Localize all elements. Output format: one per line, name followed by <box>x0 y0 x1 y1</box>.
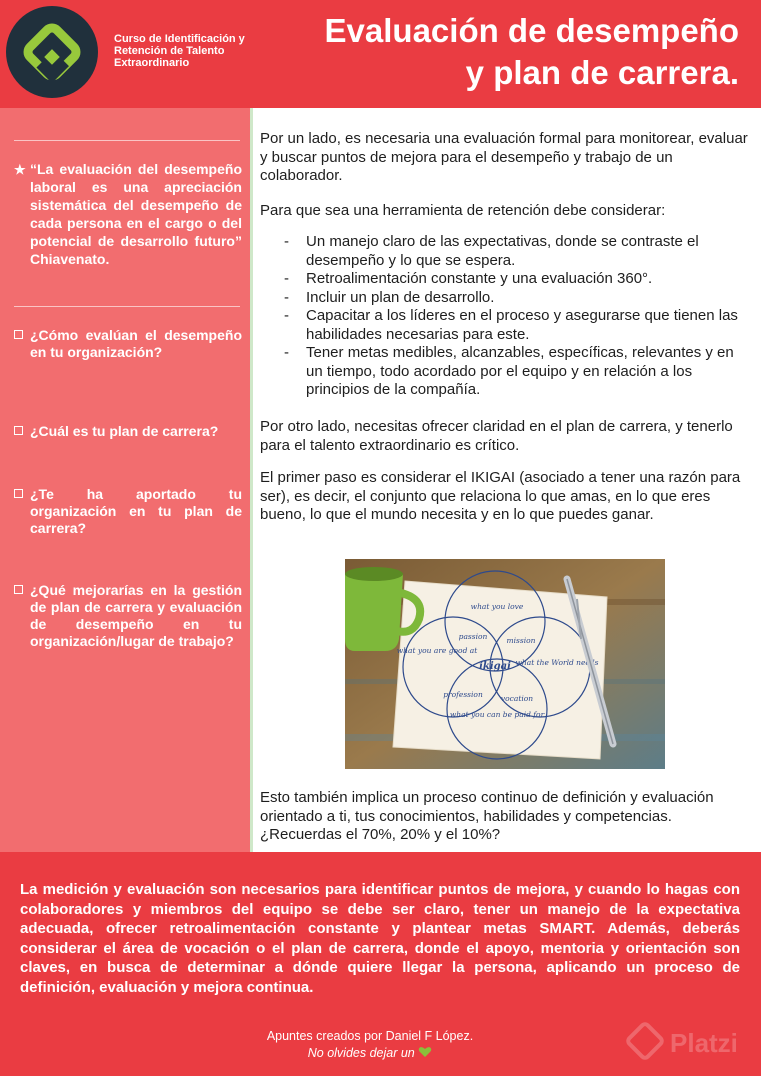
sidebar-quote <box>14 160 242 268</box>
platzi-watermark-text: Platzi <box>670 1028 738 1058</box>
summary-text: La medición y evaluación son necesarios para identificar puntos de mejora, y cuando lo hagas con colaboradores y miembros del equipo se debe ser claro, tener un manejo de la expectativa adecuada, ofrecer retroalimentación constante y plantear metas SMART. Además, deberás considerar el área de vocación o el plan de carrera, donde el apoyo, mentoria y orientación son claves, en busca de determinar a dónde quiere llegar la persona, aplicando un proceso de definición, evaluación y mejora continua. <box>20 881 740 996</box>
ikigai-photo <box>345 559 665 769</box>
credit-author: Apuntes creados por Daniel F López. <box>266 1029 474 1043</box>
list-item <box>260 233 750 270</box>
list-item-text: Un manejo claro de las expectativas, donde se contraste el desempeño y lo que se espera. <box>306 233 699 269</box>
retention-list <box>260 233 750 400</box>
checkbox-bullet-icon <box>14 330 23 339</box>
checkbox-bullet-icon <box>14 585 23 594</box>
ikigai-diagram <box>345 559 665 769</box>
list-item <box>260 270 750 289</box>
title-line-1: Evaluación de desempeño <box>324 12 739 49</box>
ikigai-passion-label: passion <box>458 632 488 641</box>
dash-bullet: - <box>284 288 289 306</box>
paragraph-career <box>260 418 748 455</box>
paragraph-text: El primer paso es considerar el IKIGAI (asociado a tener una razón para ser), es decir, el conjunto que relaciona lo que amas, en lo que eres bueno, lo que el mundo necesita y en lo que puedes ganar. <box>260 469 741 523</box>
paragraph-text: Por otro lado, necesitas ofrecer claridad en el plan de carrera, y tenerlo para el talento extraordinario es crítico. <box>260 418 733 454</box>
dash-bullet: - <box>284 270 289 287</box>
question-item <box>14 327 242 361</box>
credit-line-2 <box>0 1045 740 1062</box>
question-item <box>14 582 242 650</box>
ikigai-vocation-label: vocation <box>500 694 534 703</box>
question-text: ¿Cuál es tu plan de carrera? <box>30 423 219 439</box>
paragraph-continuous <box>260 789 748 845</box>
list-item-text: Capacitar a los líderes en el proceso y asegurarse que tienen las habilidades necesarias para este. <box>306 307 738 343</box>
ikigai-right-label: what the World needs <box>515 658 599 667</box>
sidebar-divider <box>14 140 240 141</box>
question-item <box>14 423 242 440</box>
list-item <box>260 344 750 400</box>
ikigai-bottom-label: what you can be paid for <box>449 710 545 719</box>
dash-bullet: - <box>284 344 289 361</box>
paragraph-text: Por un lado, es necesaria una evaluación formal para monitorear, evaluar y buscar puntos de mejora para el desempeño y trabajo de un colaborador. <box>260 130 748 184</box>
question-text: ¿Cómo evalúan el desempeño en tu organización? <box>30 327 242 360</box>
ikigai-top-label: what you love <box>470 602 524 611</box>
dash-bullet: - <box>284 307 289 324</box>
list-item <box>260 307 750 344</box>
paragraph-ikigai <box>260 469 748 525</box>
paragraph-text: Esto también implica un proceso continuo de definición y evaluación orientado a ti, tus conocimientos, habilidades y competencias. ¿Recuerdas el 70%, 20% y el 10%? <box>260 789 714 843</box>
list-item-text: Retroalimentación constante y una evaluación 360°. <box>306 270 653 287</box>
checkbox-bullet-icon <box>14 426 23 435</box>
column-divider <box>250 108 253 852</box>
dash-bullet: - <box>284 233 289 250</box>
page-title <box>239 10 739 94</box>
green-heart-icon <box>418 1046 432 1058</box>
platzi-watermark <box>630 1022 755 1064</box>
platzi-watermark-icon <box>624 1020 666 1062</box>
ikigai-left-label: what you are good at <box>396 646 478 655</box>
ikigai-profession-label: profession <box>443 690 483 699</box>
checkbox-bullet-icon <box>14 489 23 498</box>
star-icon: ★ <box>14 162 26 177</box>
question-item <box>14 486 242 537</box>
paragraph-consider <box>260 202 748 221</box>
list-item-text: Tener metas medibles, alcanzables, específicas, relevantes y en un tiempo, todo acordado por el equipo y en relación a los principios de la compañía. <box>306 344 734 398</box>
question-text: ¿Te ha aportado tu organización en tu plan de carrera? <box>30 486 242 536</box>
list-item <box>260 289 750 308</box>
platzi-logo <box>6 6 98 98</box>
course-name: Curso de Identificación y Retención de Talento Extraordinario <box>114 33 245 69</box>
quote-text: “La evaluación del desempeño laboral es una apreciación sistemática del desempeño de cada persona en el cargo o del potencial de desarrollo futuro” Chiavenato. <box>30 161 242 267</box>
paragraph-intro <box>260 130 748 186</box>
sidebar-divider <box>14 306 240 307</box>
ikigai-center-label: ikigai <box>479 661 511 672</box>
header-banner <box>0 0 761 108</box>
list-item-text: Incluir un plan de desarrollo. <box>306 288 495 306</box>
credit-invite: No olvides dejar un <box>307 1046 415 1060</box>
title-line-2: y plan de carrera. <box>465 54 739 91</box>
platzi-logo-icon <box>20 20 84 84</box>
ikigai-mission-label: mission <box>506 636 536 645</box>
paragraph-text: Para que sea una herramienta de retención debe considerar: <box>260 202 666 219</box>
question-text: ¿Qué mejorarías en la gestión de plan de carrera y evaluación de desempeño en tu organización/lugar de trabajo? <box>30 582 242 649</box>
